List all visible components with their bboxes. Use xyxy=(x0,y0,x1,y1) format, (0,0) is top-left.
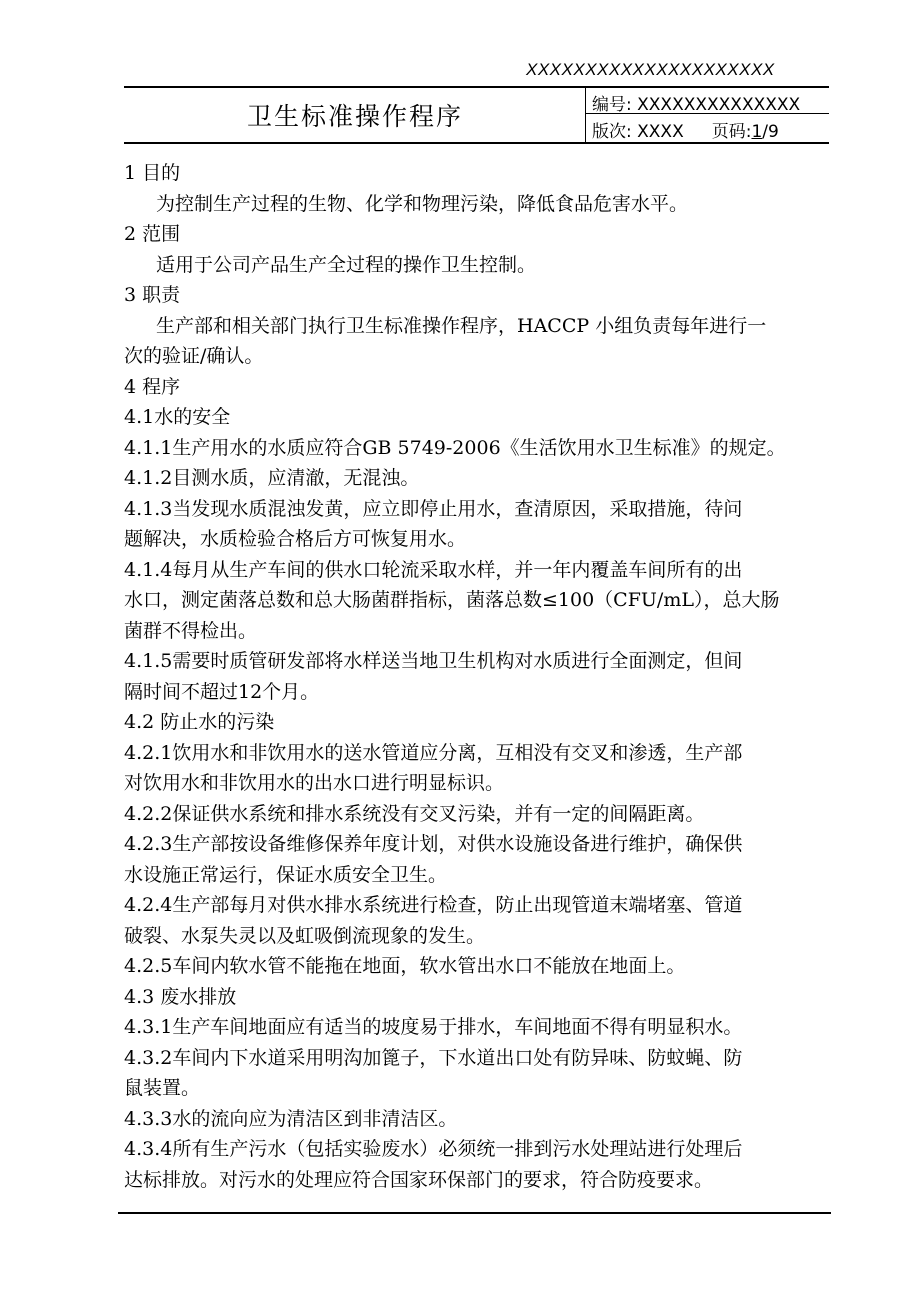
page-total: /9 xyxy=(762,122,779,142)
paragraph-line: 4.2.4生产部每月对供水排水系统进行检查，防止出现管道末端堵塞、管道 xyxy=(124,894,743,916)
section-heading: 3 职责 xyxy=(124,284,181,306)
paragraph-line: 为控制生产过程的生物、化学和物理污染，降低食品危害水平。 xyxy=(156,192,689,215)
paragraph-line: 题解决，水质检验合格后方可恢复用水。 xyxy=(124,528,467,550)
paragraph-line: 4.1.1生产用水的水质应符合GB 5749-2006《生活饮用水卫生标准》的规定。 xyxy=(124,436,786,459)
paragraph-line: 4.2.1饮用水和非饮用水的送水管道应分离，互相没有交叉和渗透，生产部 xyxy=(124,741,743,764)
paragraph-line: 对饮用水和非饮用水的出水口进行明显标识。 xyxy=(124,772,505,794)
paragraph-line: 4.3.3水的流向应为清洁区到非清洁区。 xyxy=(124,1107,458,1130)
paragraph-line: 破裂、水泵失灵以及虹吸倒流现象的发生。 xyxy=(124,924,486,947)
paragraph-line: 4.3.4所有生产污水（包括实验废水）必须统一排到污水处理站进行处理后 xyxy=(124,1138,743,1160)
paragraph-line: 水口，测定菌落总数和总大肠菌群指标，菌落总数≤100（CFU/mL），总大肠 xyxy=(124,589,780,611)
paragraph-line: 4.3.2车间内下水道采用明沟加篦子，下水道出口处有防异味、防蚊蝇、防 xyxy=(124,1046,743,1069)
paragraph-line: 达标排放。对污水的处理应符合国家环保部门的要求，符合防疫要求。 xyxy=(124,1168,714,1191)
section-heading: 2 范围 xyxy=(124,223,181,245)
paragraph-line: 隔时间不超过12个月。 xyxy=(124,680,320,703)
document-number: 编号: XXXXXXXXXXXXXX xyxy=(592,95,801,115)
page-label: 页码: xyxy=(711,122,752,142)
paragraph-line: 菌群不得检出。 xyxy=(124,619,258,642)
company-name: XXXXXXXXXXXXXXXXXXXXX xyxy=(526,60,775,79)
subsection-heading: 4.3 废水排放 xyxy=(124,985,237,1008)
paragraph-line: 4.2.3生产部按设备维修保养年度计划，对供水设施设备进行维护，确保供 xyxy=(124,833,743,855)
paragraph-line: 4.1.2目测水质，应清澈，无混浊。 xyxy=(124,467,420,489)
paragraph-line: 4.2.2保证供水系统和排水系统没有交叉污染，并有一定的间隔距离。 xyxy=(124,802,705,825)
subsection-heading: 4.2 防止水的污染 xyxy=(124,711,275,733)
header-divider xyxy=(585,86,586,142)
paragraph-line: 生产部和相关部门执行卫生标准操作程序，HACCP 小组负责每年进行一 xyxy=(156,314,767,337)
version-page-row xyxy=(592,117,779,142)
paragraph-line: 4.3.1生产车间地面应有适当的坡度易于排水，车间地面不得有明显积水。 xyxy=(124,1016,743,1038)
paragraph-line: 4.1.5需要时质管研发部将水样送当地卫生机构对水质进行全面测定，但间 xyxy=(124,650,743,672)
version: 版次: XXXX xyxy=(592,122,684,142)
document-body xyxy=(124,158,836,1195)
paragraph-line: 次的验证/确认。 xyxy=(124,345,264,367)
paragraph-line: 4.1.4每月从生产车间的供水口轮流采取水样，并一年内覆盖车间所有的出 xyxy=(124,558,743,581)
paragraph-line: 4.2.5车间内软水管不能拖在地面，软水管出水口不能放在地面上。 xyxy=(124,955,686,977)
page-current: 1 xyxy=(751,122,763,142)
section-heading: 1 目的 xyxy=(124,162,181,184)
section-heading: 4 程序 xyxy=(124,375,181,398)
subsection-heading: 4.1水的安全 xyxy=(124,406,231,428)
paragraph-line: 鼠装置。 xyxy=(124,1077,201,1099)
paragraph-line: 适用于公司产品生产全过程的操作卫生控制。 xyxy=(156,253,537,276)
paragraph-line: 水设施正常运行，保证水质安全卫生。 xyxy=(124,863,448,886)
document-title: 卫生标准操作程序 xyxy=(246,102,463,131)
footer-rule xyxy=(118,1212,831,1214)
paragraph-line: 4.1.3当发现水质混浊发黄，应立即停止用水，查清原因，采取措施，待问 xyxy=(124,497,743,520)
